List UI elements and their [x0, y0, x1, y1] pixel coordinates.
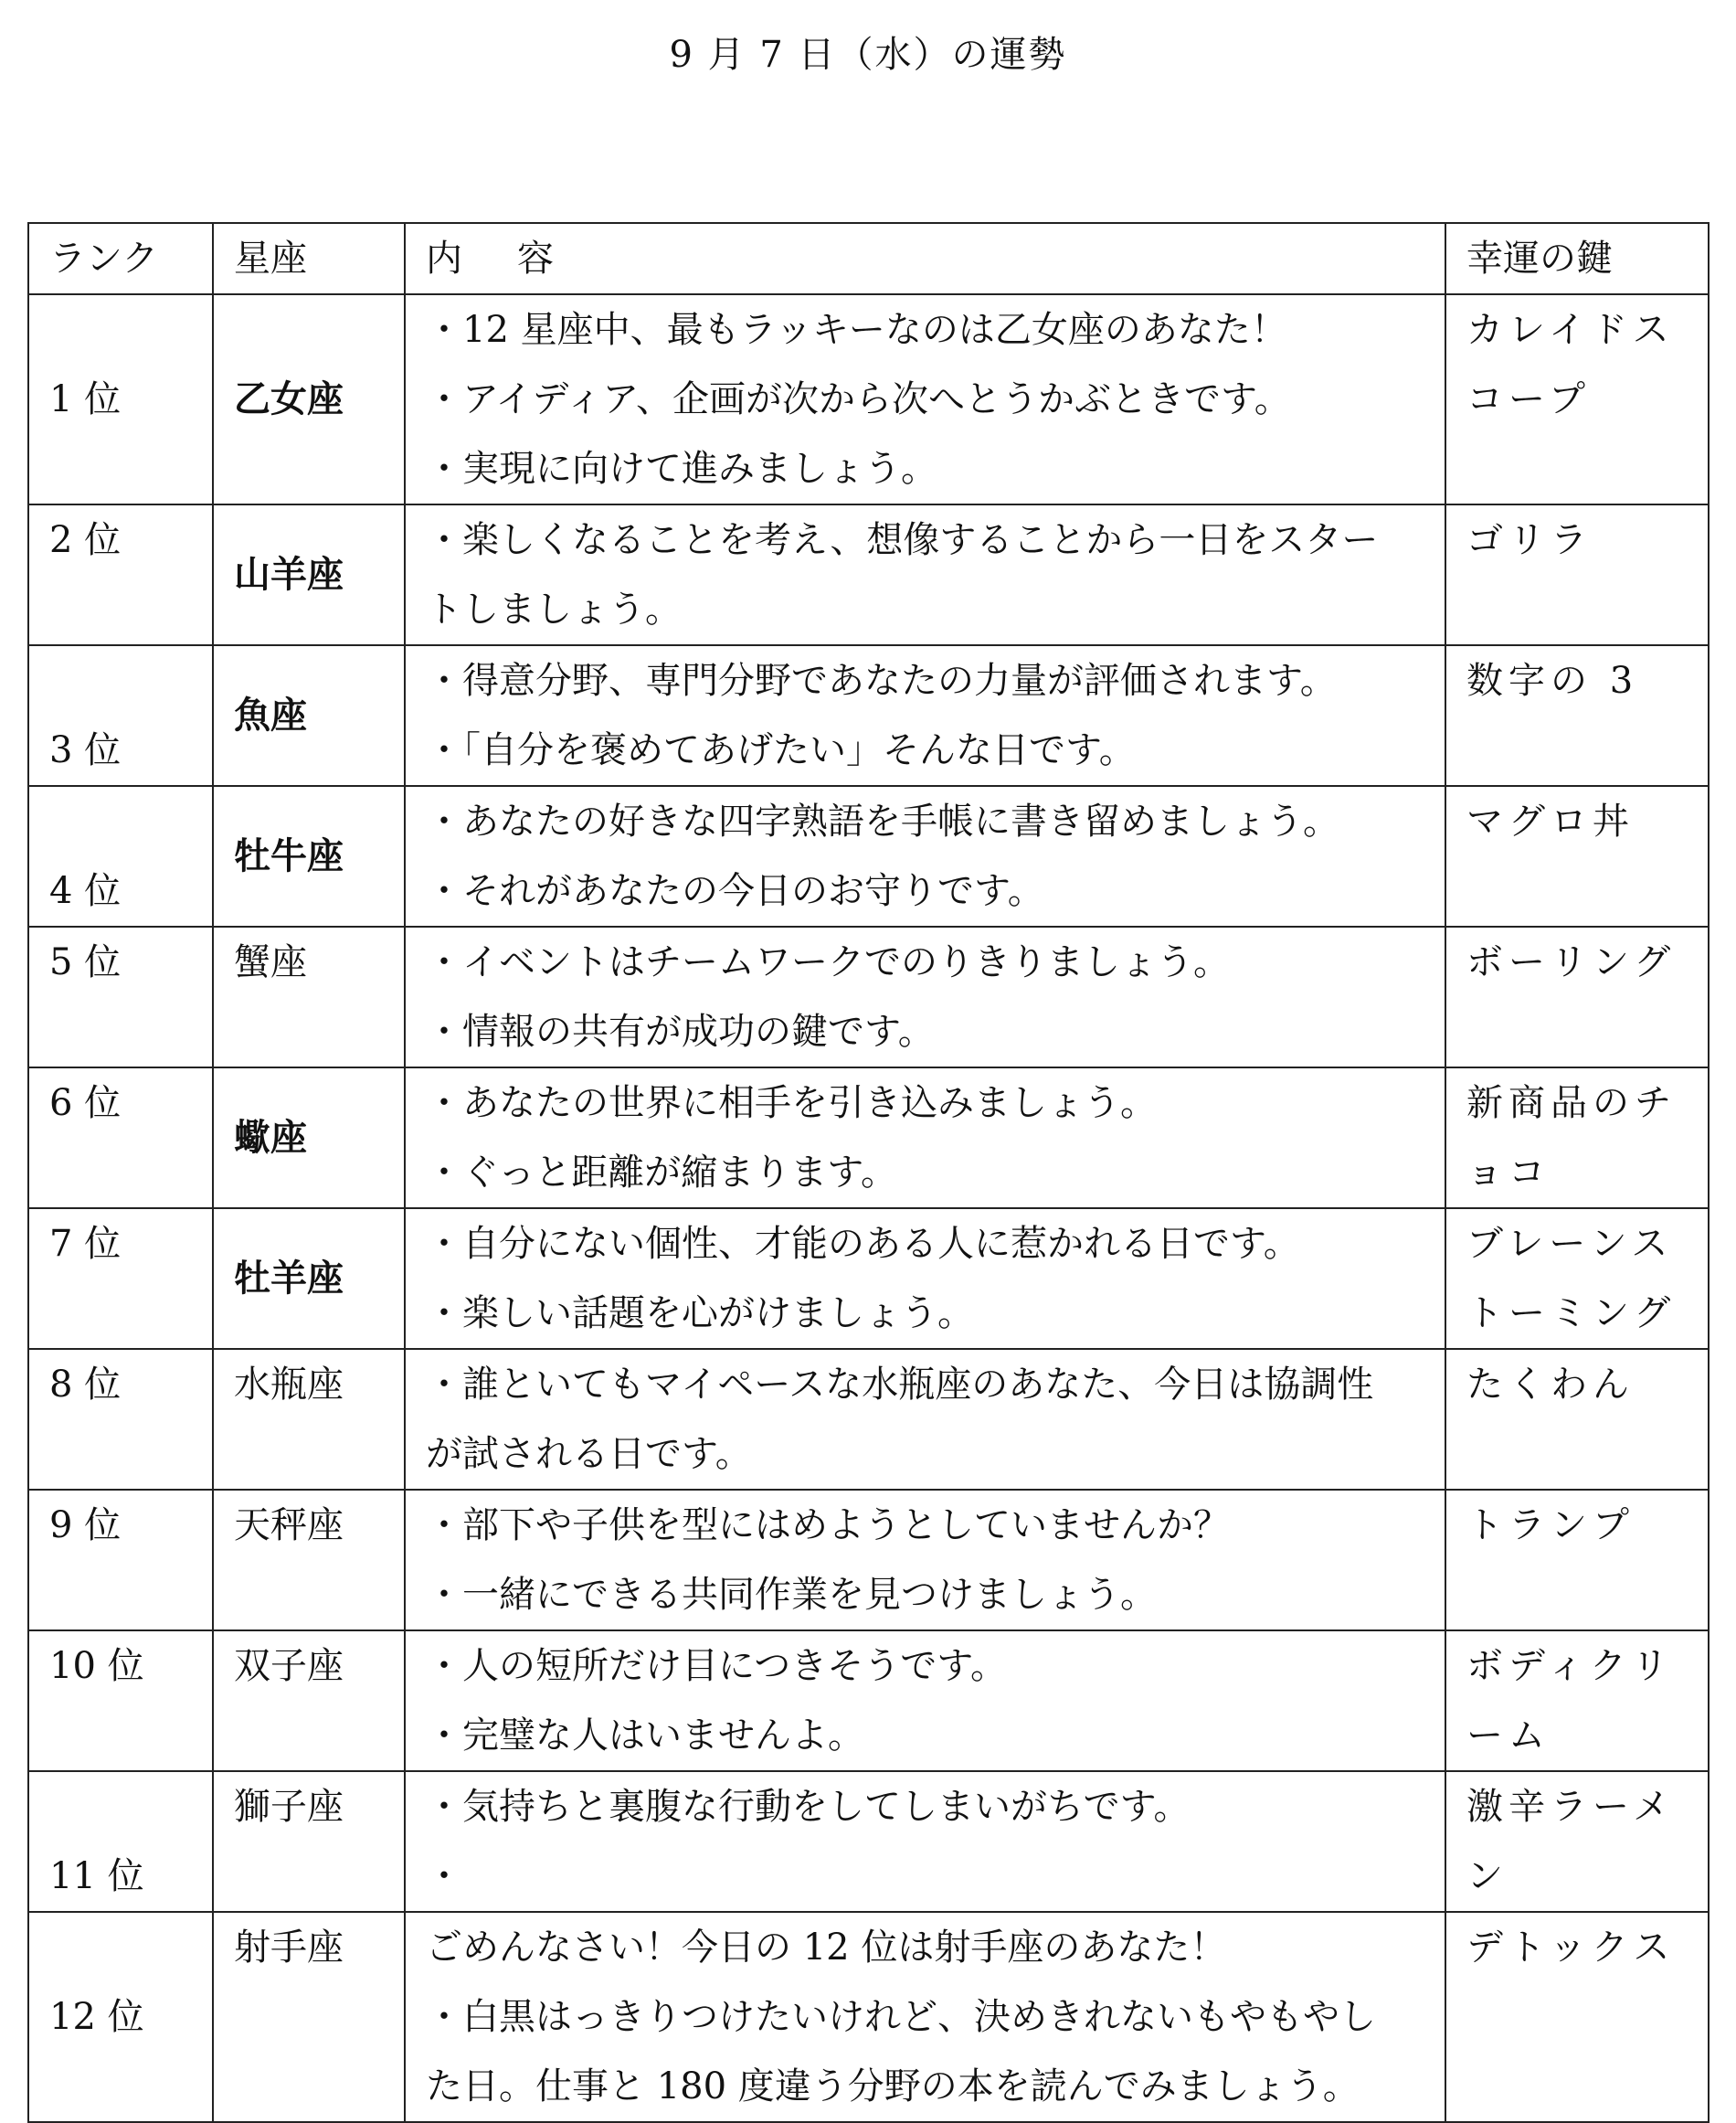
table-row	[28, 927, 1709, 1067]
sign-cell: 牡羊座	[213, 1208, 405, 1349]
content-line: ・自分にない個性、才能のある人に惹かれる日です。	[426, 1223, 1300, 1265]
table-row	[28, 1208, 1709, 1349]
content-line: ・一緒にできる共同作業を見つけましょう。	[426, 1574, 1157, 1616]
page-title: 9 月 7 日（水）の運勢	[669, 34, 1067, 76]
lucky-key-cell	[1445, 927, 1709, 1067]
lucky-key-line: ーム	[1466, 1714, 1551, 1757]
rank-cell: 11 位	[28, 1771, 213, 1912]
content-line: ・白黒はっきりつけたいけれど、決めきれないもやもやし	[426, 1996, 1376, 2038]
lucky-key-cell	[1445, 1912, 1709, 2122]
sign-cell: 天秤座	[213, 1490, 405, 1630]
rank-cell: 1 位	[28, 294, 213, 504]
lucky-key-line: トーミング	[1466, 1292, 1677, 1334]
lucky-key-line: ブレーンス	[1466, 1223, 1674, 1265]
content-line: ・得意分野、専門分野であなたの力量が評価されます。	[426, 660, 1337, 702]
fortune-table	[27, 222, 1710, 2123]
content-line: ・あなたの好きな四字熟語を手帳に書き留めましょう。	[426, 801, 1339, 843]
lucky-key-line: トランプ	[1466, 1504, 1635, 1546]
sign-cell: 双子座	[213, 1630, 405, 1771]
content-line: ・	[426, 1855, 462, 1897]
sign-cell: 獅子座	[213, 1771, 405, 1912]
rank-cell: 3 位	[28, 645, 213, 786]
sign-cell: 乙女座	[213, 294, 405, 504]
content-line: ・12 星座中、最もラッキーなのは乙女座のあなた！	[426, 309, 1287, 351]
lucky-key-line: ボーリング	[1466, 941, 1677, 983]
lucky-key-cell	[1445, 1208, 1709, 1349]
content-line: が試される日です。	[426, 1433, 752, 1475]
lucky-key-line: たくわん	[1466, 1364, 1635, 1406]
content-line: ・部下や子供を型にはめようとしていませんか？	[426, 1504, 1230, 1546]
lucky-key-line: コープ	[1466, 378, 1591, 420]
table-row	[28, 294, 1709, 504]
content-line: た日。仕事と 180 度違う分野の本を読んでみましょう。	[426, 2065, 1360, 2107]
content-cell	[405, 645, 1445, 786]
sign-cell: 水瓶座	[213, 1349, 405, 1490]
lucky-key-line: ボディクリ	[1466, 1645, 1674, 1687]
lucky-key-line: ゴリラ	[1466, 519, 1593, 561]
content-line: ・実現に向けて進みましょう。	[426, 448, 937, 490]
header-row	[28, 223, 1709, 294]
table-row	[28, 645, 1709, 786]
content-cell	[405, 1912, 1445, 2122]
content-line: ・アイディア、企画が次から次へとうかぶときです。	[426, 378, 1291, 420]
content-cell	[405, 1349, 1445, 1490]
content-line: ・情報の共有が成功の鍵です。	[426, 1011, 935, 1053]
lucky-key-line: ョコ	[1466, 1152, 1551, 1194]
content-line: トしましょう。	[426, 589, 682, 631]
header-content: 内容	[405, 223, 1445, 294]
content-line: ごめんなさい！今日の 12 位は射手座のあなた！	[426, 1927, 1227, 1969]
lucky-key-line: 数字の 3	[1466, 660, 1639, 702]
lucky-key-cell	[1445, 1067, 1709, 1208]
content-line: ・誰といてもマイペースな水瓶座のあなた、今日は協調性	[426, 1364, 1374, 1406]
content-cell	[405, 1771, 1445, 1912]
content-line: ・イベントはチームワークでのりきりましょう。	[426, 941, 1230, 983]
rank-cell: 10 位	[28, 1630, 213, 1771]
content-line: ・完璧な人はいませんよ。	[426, 1714, 864, 1757]
rank-cell: 9 位	[28, 1490, 213, 1630]
header-key: 幸運の鍵	[1445, 223, 1709, 294]
lucky-key-cell	[1445, 1490, 1709, 1630]
lucky-key-cell	[1445, 786, 1709, 927]
sign-cell: 牡牛座	[213, 786, 405, 927]
table-body	[28, 294, 1709, 2122]
rank-cell: 4 位	[28, 786, 213, 927]
header-rank: ランク	[28, 223, 213, 294]
content-line: ・楽しくなることを考え、想像することから一日をスター	[426, 519, 1379, 561]
content-line: ・あなたの世界に相手を引き込みましょう。	[426, 1082, 1157, 1124]
content-line: ・ぐっと距離が縮まります。	[426, 1152, 897, 1194]
rank-cell: 5 位	[28, 927, 213, 1067]
lucky-key-cell	[1445, 645, 1709, 786]
sign-cell: 蟹座	[213, 927, 405, 1067]
content-cell	[405, 786, 1445, 927]
rank-cell: 2 位	[28, 504, 213, 645]
lucky-key-line: 新商品のチ	[1466, 1082, 1677, 1124]
content-cell	[405, 1630, 1445, 1771]
content-cell	[405, 1490, 1445, 1630]
rank-cell: 12 位	[28, 1912, 213, 2122]
table-row	[28, 1490, 1709, 1630]
content-line: ・「自分を褒めてあげたい」そんな日です。	[426, 729, 1136, 771]
lucky-key-line: 激辛ラーメ	[1466, 1786, 1675, 1828]
rank-cell: 7 位	[28, 1208, 213, 1349]
content-cell	[405, 504, 1445, 645]
header-sign: 星座	[213, 223, 405, 294]
table-row	[28, 1912, 1709, 2122]
content-cell	[405, 927, 1445, 1067]
content-cell	[405, 294, 1445, 504]
content-line: ・人の短所だけ目につきそうです。	[426, 1645, 1007, 1687]
lucky-key-cell	[1445, 1630, 1709, 1771]
lucky-key-line: マグロ丼	[1466, 801, 1635, 843]
rank-cell: 6 位	[28, 1067, 213, 1208]
lucky-key-cell	[1445, 1771, 1709, 1912]
sign-cell: 蠍座	[213, 1067, 405, 1208]
table-row	[28, 1349, 1709, 1490]
lucky-key-cell	[1445, 1349, 1709, 1490]
rank-cell: 8 位	[28, 1349, 213, 1490]
lucky-key-cell	[1445, 504, 1709, 645]
lucky-key-line: ン	[1466, 1855, 1508, 1897]
content-line: ・楽しい話題を心がけましょう。	[426, 1292, 974, 1334]
content-cell	[405, 1067, 1445, 1208]
table-row	[28, 1067, 1709, 1208]
sign-cell: 魚座	[213, 645, 405, 786]
table-row	[28, 786, 1709, 927]
sign-cell: 山羊座	[213, 504, 405, 645]
content-cell	[405, 1208, 1445, 1349]
lucky-key-line: カレイドス	[1466, 309, 1675, 351]
table-row	[28, 1630, 1709, 1771]
table-row	[28, 1771, 1709, 1912]
sign-cell: 射手座	[213, 1912, 405, 2122]
lucky-key-line: デトックス	[1466, 1927, 1676, 1969]
content-line: ・それがあなたの今日のお守りです。	[426, 870, 1044, 912]
lucky-key-cell	[1445, 294, 1709, 504]
content-line: ・気持ちと裏腹な行動をしてしまいがちです。	[426, 1786, 1191, 1828]
table-row	[28, 504, 1709, 645]
